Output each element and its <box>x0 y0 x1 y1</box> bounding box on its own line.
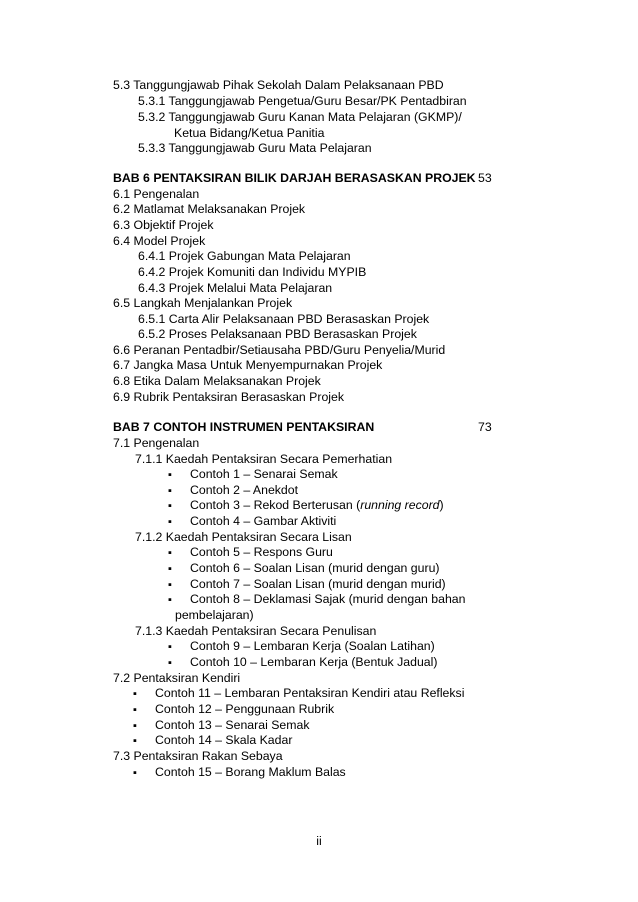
toc-bullet-item: ▪ Contoh 4 – Gambar Aktiviti <box>190 514 336 530</box>
toc-line: 7.2 Pentaksiran Kendiri <box>113 671 241 685</box>
toc-line: 6.5.1 Carta Alir Pelaksanaan PBD Berasaskan Projek <box>138 312 430 326</box>
toc-bullet-item: ▪ Contoh 2 – Anekdot <box>190 483 298 499</box>
toc-line: 6.5 Langkah Menjalankan Projek <box>113 296 293 310</box>
toc-bullet-item: ▪ Contoh 3 – Rekod Berterusan (running record) <box>190 498 444 514</box>
toc-bullet-item: ▪ Contoh 1 – Senarai Semak <box>190 467 338 483</box>
toc-bullet-item: ▪ Contoh 13 – Senarai Semak <box>155 718 310 734</box>
toc-line: 7.1.1 Kaedah Pentaksiran Secara Pemerhatian <box>135 452 393 466</box>
italic-term: running record <box>360 498 440 512</box>
toc-line: 7.1 Pengenalan <box>113 436 200 450</box>
toc-line: 6.4.1 Projek Gabungan Mata Pelajaran <box>138 249 351 263</box>
toc-line: 6.7 Jangka Masa Untuk Menyempurnakan Projek <box>113 358 383 372</box>
toc-bullet-item: ▪ Contoh 10 – Lembaran Kerja (Bentuk Jadual) <box>190 655 437 671</box>
toc-line: 6.6 Peranan Pentadbir/Setiausaha PBD/Guru Penyelia/Murid <box>113 343 446 357</box>
toc-line: 5.3.2 Tanggungjawab Guru Kanan Mata Pelajaran (GKMP)/ <box>138 110 462 124</box>
page-number: ii <box>316 834 322 848</box>
chapter-heading: BAB 6 PENTAKSIRAN BILIK DARJAH BERASASKAN PROJEK <box>113 171 476 185</box>
toc-line: 6.4.3 Projek Melalui Mata Pelajaran <box>138 281 333 295</box>
toc-line: 5.3.3 Tanggungjawab Guru Mata Pelajaran <box>138 141 372 155</box>
toc-line: 6.5.2 Proses Pelaksanaan PBD Berasaskan Projek <box>138 327 417 341</box>
toc-line: 6.9 Rubrik Pentaksiran Berasaskan Projek <box>113 390 345 404</box>
toc-bullet-item: ▪ Contoh 15 – Borang Maklum Balas <box>155 765 346 781</box>
toc-line: Ketua Bidang/Ketua Panitia <box>174 126 325 140</box>
toc-line: 6.1 Pengenalan <box>113 187 200 201</box>
toc-line: 6.4 Model Projek <box>113 234 206 248</box>
chapter-heading: BAB 7 CONTOH INSTRUMEN PENTAKSIRAN <box>113 420 375 434</box>
toc-bullet-item: ▪ Contoh 6 – Soalan Lisan (murid dengan guru) <box>190 561 440 577</box>
toc-line: 6.2 Matlamat Melaksanakan Projek <box>113 202 306 216</box>
toc-line: pembelajaran) <box>175 608 254 622</box>
toc-line: 6.8 Etika Dalam Melaksanakan Projek <box>113 374 321 388</box>
toc-bullet-item: ▪ Contoh 7 – Soalan Lisan (murid dengan murid) <box>190 577 446 593</box>
toc-line: 5.3 Tanggungjawab Pihak Sekolah Dalam Pelaksanaan PBD <box>113 78 444 92</box>
toc-line: 7.3 Pentaksiran Rakan Sebaya <box>113 749 283 763</box>
toc-bullet-item: ▪ Contoh 9 – Lembaran Kerja (Soalan Latihan) <box>190 639 435 655</box>
chapter-page-number: 73 <box>478 420 492 434</box>
chapter-page-number: 53 <box>478 171 492 185</box>
toc-bullet-item: ▪ Contoh 14 – Skala Kadar <box>155 733 292 749</box>
toc-line: 5.3.1 Tanggungjawab Pengetua/Guru Besar/PK Pentadbiran <box>138 94 467 108</box>
toc-line: 6.3 Objektif Projek <box>113 218 214 232</box>
toc-line: 7.1.3 Kaedah Pentaksiran Secara Penulisan <box>135 624 377 638</box>
toc-line: 7.1.2 Kaedah Pentaksiran Secara Lisan <box>135 530 352 544</box>
toc-bullet-item: ▪ Contoh 11 – Lembaran Pentaksiran Kendiri atau Refleksi <box>155 686 464 702</box>
toc-bullet-item: ▪ Contoh 12 – Penggunaan Rubrik <box>155 702 334 718</box>
toc-bullet-item: ▪ Contoh 5 – Respons Guru <box>190 545 333 561</box>
toc-line: 6.4.2 Projek Komuniti dan Individu MYPIB <box>138 265 367 279</box>
toc-bullet-item: ▪ Contoh 8 – Deklamasi Sajak (murid dengan bahan <box>190 592 465 608</box>
